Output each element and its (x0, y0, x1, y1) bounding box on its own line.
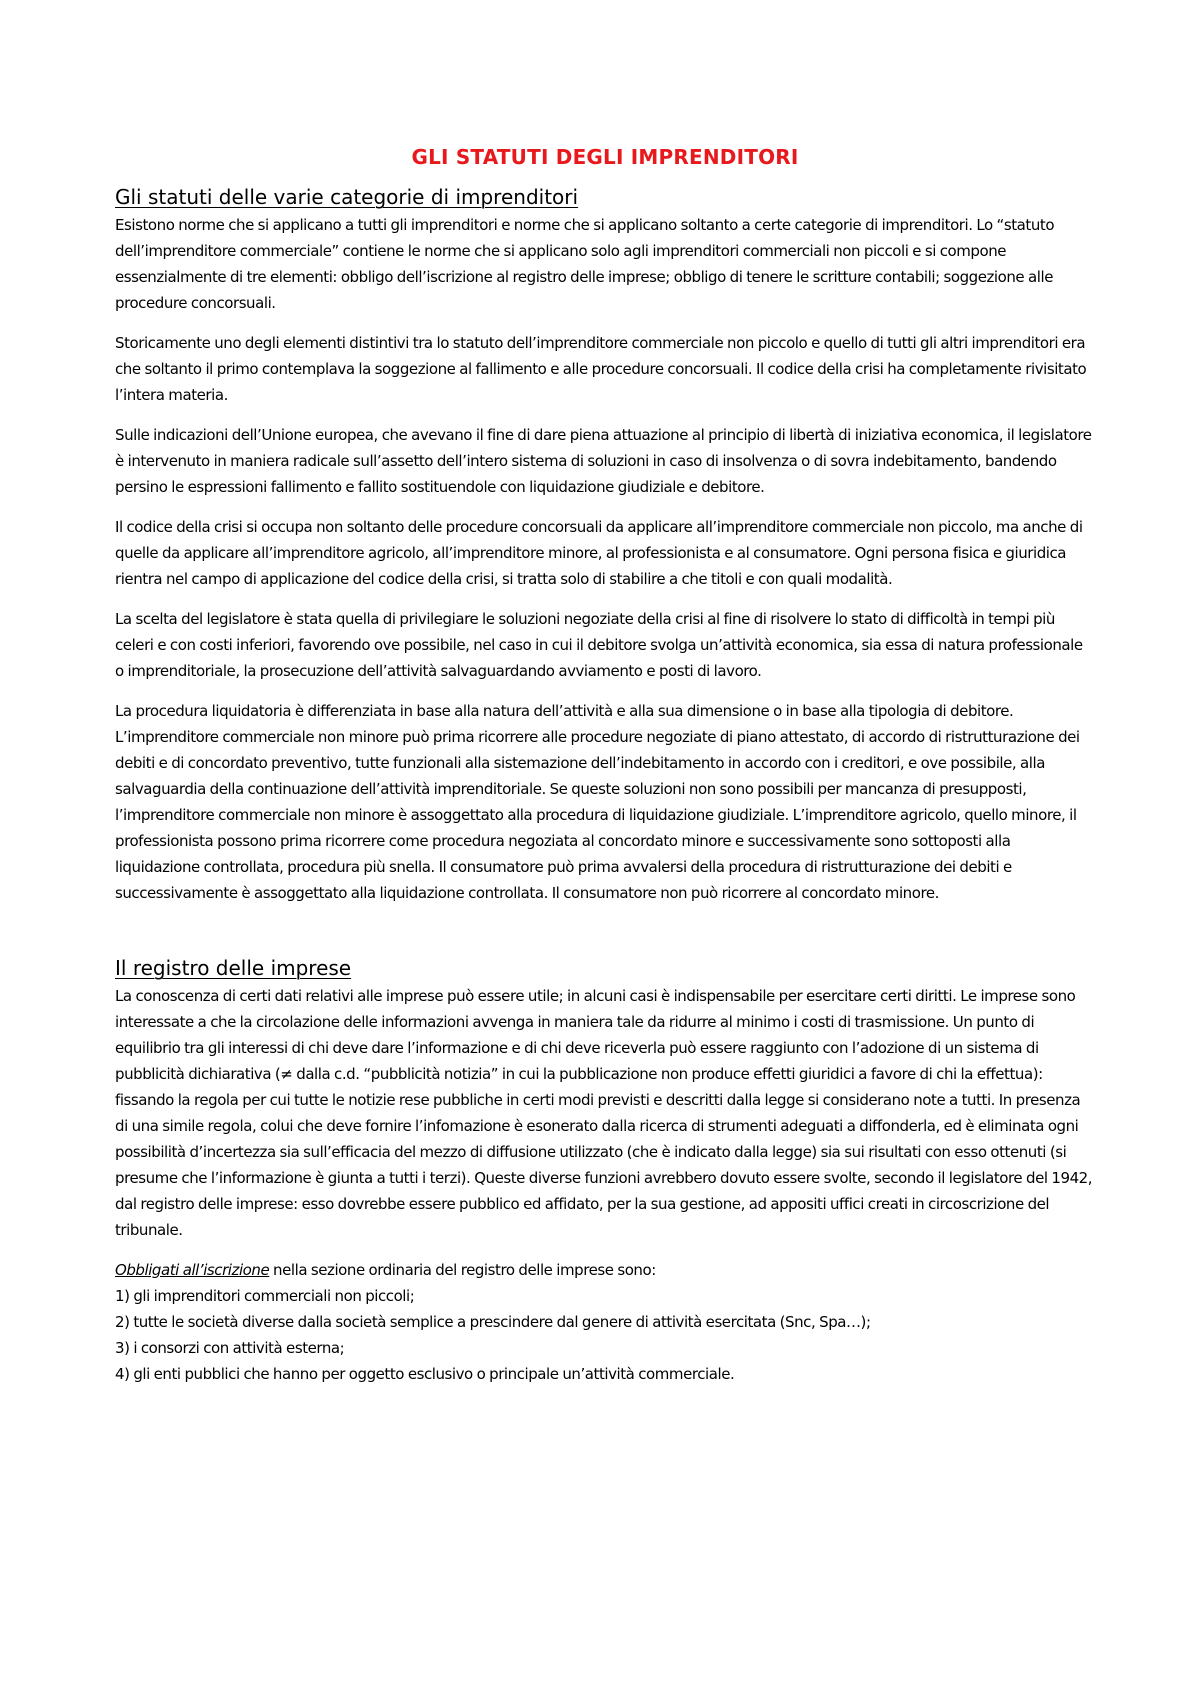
list-item: 1) gli imprenditori commerciali non piccoli; (115, 1287, 415, 1305)
list-item: 4) gli enti pubblici che hanno per oggetto esclusivo o principale un’attività commerciale. (115, 1365, 735, 1383)
paragraph: La scelta del legislatore è stata quella di privilegiare le soluzioni negoziate della crisi al fine di risolvere lo stato di difficoltà in tempi più celeri e con costi inferiori, favorendo ove possibile, nel caso in cui il debitore svolga un’attività economica, sia essa di natura professionale o imprenditoriale, la prosecuzione dell’attività salvaguardando avviamento e posti di lavoro. (115, 610, 1083, 680)
document-title: GLI STATUTI DEGLI IMPRENDITORI (411, 145, 799, 169)
section-heading-registro: Il registro delle imprese (115, 956, 352, 980)
section-heading-statuti: Gli statuti delle varie categorie di imprenditori (115, 185, 579, 209)
obligated-intro (115, 1257, 1095, 1283)
paragraph: Sulle indicazioni dell’Unione europea, che avevano il fine di dare piena attuazione al principio di libertà di iniziativa economica, il legislatore è intervenuto in maniera radicale sull’assetto dell’intero sistema di soluzioni in caso di insolvenza o di sovra indebitamento, bandendo persino le espressioni fallimento e fallito sostituendole con liquidazione giudiziale e debitore. (115, 426, 1092, 496)
paragraph: La procedura liquidatoria è differenziata in base alla natura dell’attività e alla sua dimensione o in base alla tipologia di debitore. L’imprenditore commerciale non minore può prima ricorrere alle procedure negoziate di piano attestato, di accordo di ristrutturazione dei debiti e di concordato preventivo, tutte funzionali alla sistemazione dell’indebitamento in accordo con i creditori, e ove possibile, alla salvaguardia della continuazione dell’attività imprenditoriale. Se queste soluzioni non sono possibili per mancanza di presupposti, l’imprenditore commerciale non minore è assoggettato alla procedura di liquidazione giudiziale. L’imprenditore agricolo, quello minore, il professionista possono prima ricorrere come procedura negoziata al concordato minore e successivamente sono sottoposti alla liquidazione controllata, procedura più snella. Il consumatore può prima avvalersi della procedura di ristrutturazione dei debiti e successivamente è assoggettato alla liquidazione controllata. Il consumatore non può ricorrere al concordato minore. (115, 702, 1080, 902)
paragraph: La conoscenza di certi dati relativi alle imprese può essere utile; in alcuni casi è indispensabile per esercitare certi diritti. Le imprese sono interessate a che la circolazione delle informazioni avvenga in maniera tale da ridurre al minimo i costi di trasmissione. Un punto di equilibrio tra gli interessi di chi deve dare l’informazione e di chi deve riceverla può essere raggiunto con l’adozione di un sistema di pubblicità dichiarativa (≠ dalla c.d. “pubblicità notizia” in cui la pubblicazione non produce effetti giuridici a favore di chi la effettua): fissando la regola per cui tutte le notizie rese pubbliche in certi modi previsti e descritti dalla legge si considerano note a tutti. In presenza di una simile regola, colui che deve fornire l’infomazione è esonerato dalla ricerca di strumenti adeguati a diffonderla, ed è eliminata ogni possibilità d’incertezza sia sull’efficacia del mezzo di diffusione utilizzato (che è indicato dalla legge) sia sui risultati con esso ottenuti (si presume che l’informazione è giunta a tutti i terzi). Queste diverse funzioni avrebbero dovuto essere svolte, secondo il legislatore del 1942, dal registro delle imprese: esso dovrebbe essere pubblico ed affidato, per la sua gestione, ad appositi uffici creati in circoscrizione del tribunale. (115, 987, 1093, 1239)
obligated-intro-text: nella sezione ordinaria del registro delle imprese sono: (269, 1261, 656, 1279)
obligated-list (115, 1283, 1095, 1387)
list-item: 3) i consorzi con attività esterna; (115, 1339, 345, 1357)
obligated-term: Obbligati all’iscrizione (115, 1261, 270, 1279)
paragraph: Il codice della crisi si occupa non soltanto delle procedure concorsuali da applicare all’imprenditore commerciale non piccolo, ma anche di quelle da applicare all’imprenditore agricolo, all’imprenditore minore, al professionista e al consumatore. Ogni persona fisica e giuridica rientra nel campo di applicazione del codice della crisi, si tratta solo di stabilire a che titoli e con quali modalità. (115, 518, 1083, 588)
paragraph: Storicamente uno degli elementi distintivi tra lo statuto dell’imprenditore commerciale non piccolo e quello di tutti gli altri imprenditori era che soltanto il primo contemplava la soggezione al fallimento e alle procedure concorsuali. Il codice della crisi ha completamente rivisitato l’intera materia. (115, 334, 1087, 404)
list-item: 2) tutte le società diverse dalla società semplice a prescindere dal genere di attività esercitata (Snc, Spa…); (115, 1313, 871, 1331)
paragraph: Esistono norme che si applicano a tutti gli imprenditori e norme che si applicano soltanto a certe categorie di imprenditori. Lo “statuto dell’imprenditore commerciale” contiene le norme che si applicano solo agli imprenditori commerciali non piccoli e si compone essenzialmente di tre elementi: obbligo dell’iscrizione al registro delle imprese; obbligo di tenere le scritture contabili; soggezione alle procedure concorsuali. (115, 216, 1055, 312)
